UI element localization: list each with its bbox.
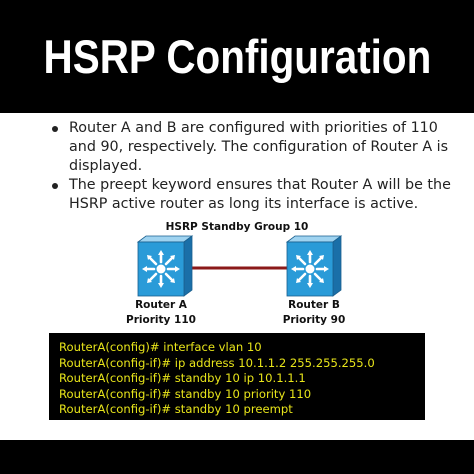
bullet-text: The preept keyword ensures that Router A will be the HSRP active router as long its interface is active. [69, 177, 451, 212]
router-b-switch-icon [287, 236, 341, 296]
router-b-name: Router B [288, 299, 340, 311]
router-a-priority: Priority 110 [126, 314, 196, 326]
router-a-switch-icon [138, 236, 192, 296]
cli-line: RouterA(config-if)# standby 10 priority 110 [59, 386, 312, 401]
bullet-item [52, 119, 452, 176]
router-a-label [101, 298, 221, 328]
bullet-dot-icon [52, 126, 58, 132]
page-title: HSRP Configuration [43, 30, 431, 83]
cli-config-box [49, 333, 425, 420]
cli-line: RouterA(config)# interface vlan 10 [59, 340, 262, 354]
router-b-priority: Priority 90 [282, 314, 346, 326]
cli-line: RouterA(config-if)# standby 10 preempt [59, 402, 293, 417]
router-b-label [254, 298, 374, 328]
bullet-text: Router A and B are configured with priorities of 110 and 90, respectively. The configuration of Router A is displayed. [69, 120, 449, 174]
bullet-item [52, 176, 452, 214]
cli-line: RouterA(config-if)# standby 10 ip 10.1.1.1 [59, 371, 306, 386]
hsrp-diagram [0, 232, 474, 332]
bullet-list [52, 119, 452, 214]
footer-band [0, 440, 474, 474]
cli-line: RouterA(config-if)# ip address 10.1.1.2 255.255.255.0 [59, 355, 375, 370]
router-a-name: Router A [135, 299, 187, 311]
topology-svg [0, 232, 474, 332]
standby-group-title: HSRP Standby Group 10 [165, 221, 309, 233]
title-banner [0, 0, 474, 113]
bullet-dot-icon [52, 183, 58, 189]
